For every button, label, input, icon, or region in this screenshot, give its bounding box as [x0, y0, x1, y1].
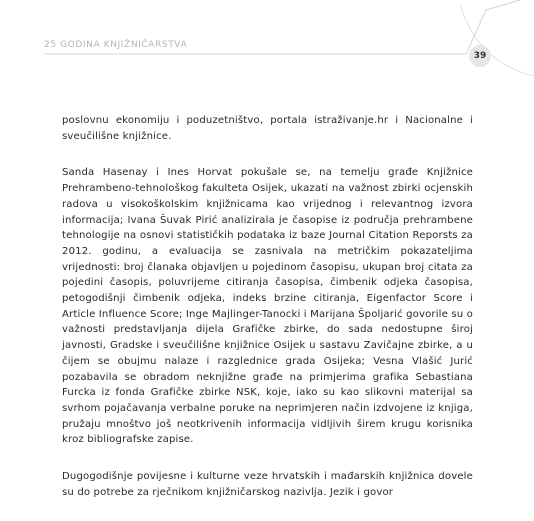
paragraph-2: Sanda Hasenay i Ines Horvat pokušale se, na temelju građe Knjižnice Prehrambeno-tehnološkog fakulteta Osijek, ukazati na važnost zbirki ocjenskih radova u visokoškolskim knjižnicama kao vrijednog i relevantnog izvora informacija; Ivana Šuvak Pirić analizirala je časopise iz područja prehrambene tehnologije na osnovi statističkih podataka iz baze Journal Citation Reporsts za 2012. godinu, a evaluacija se zasnivala na metričkim pokazateljima vrijednosti: broj članaka objavljen u pojedinom časopisu, ukupan broj citata za pojedini časopis, poluvrijeme citiranja časopisa, čimbenik odjeka časopisa, petogodišnji čimbenik odjeka, indeks brzine citiranja, Eigenfactor Score i Article Influence Score; Inge Majlinger-Tanocki i Marijana Špoljarić govorile su o važnosti predstavljanja dijela Grafičke zbirke, do sada nedostupne široj javnosti, Gradske i sveučilišne knjižnice Osijek u sastavu Zavičajne zbirke, a u čijem se obujmu nalaze i razglednice grada Osijeka; Vesna Vlašić Jurić pozabavila se obradom neknjižne građe na primjerima grafika Sebastiana Furcka iz fonda Grafičke zbirke NSK, koje, iako su kao slikovni materijal sa svrhom pojačavanja verbalne poruke na neprimjeren način izdvojene iz knjiga, pružaju mnoštvo još neotkrivenih informacija vidljivih širem krugu korisnika kroz bibliografske zapise.	[62, 167, 473, 446]
paragraph-3: Dugogodišnje povijesne i kulturne veze hrvatskih i mađarskih knjižnica dovele su do potrebe za rječnikom knjižničarskog nazivlja. Jezik i govor	[62, 471, 473, 498]
page-number-badge: 39	[469, 45, 491, 67]
body-text	[62, 113, 473, 521]
paragraph-1: poslovnu ekonomiju i poduzetništvo, portala istraživanje.hr i Nacionalne i sveučilišne knjižnice.	[62, 115, 473, 142]
running-header-title: 25 GODINA KNJIŽNIČARSTVA	[44, 40, 188, 50]
header-curve-line	[460, 4, 534, 76]
